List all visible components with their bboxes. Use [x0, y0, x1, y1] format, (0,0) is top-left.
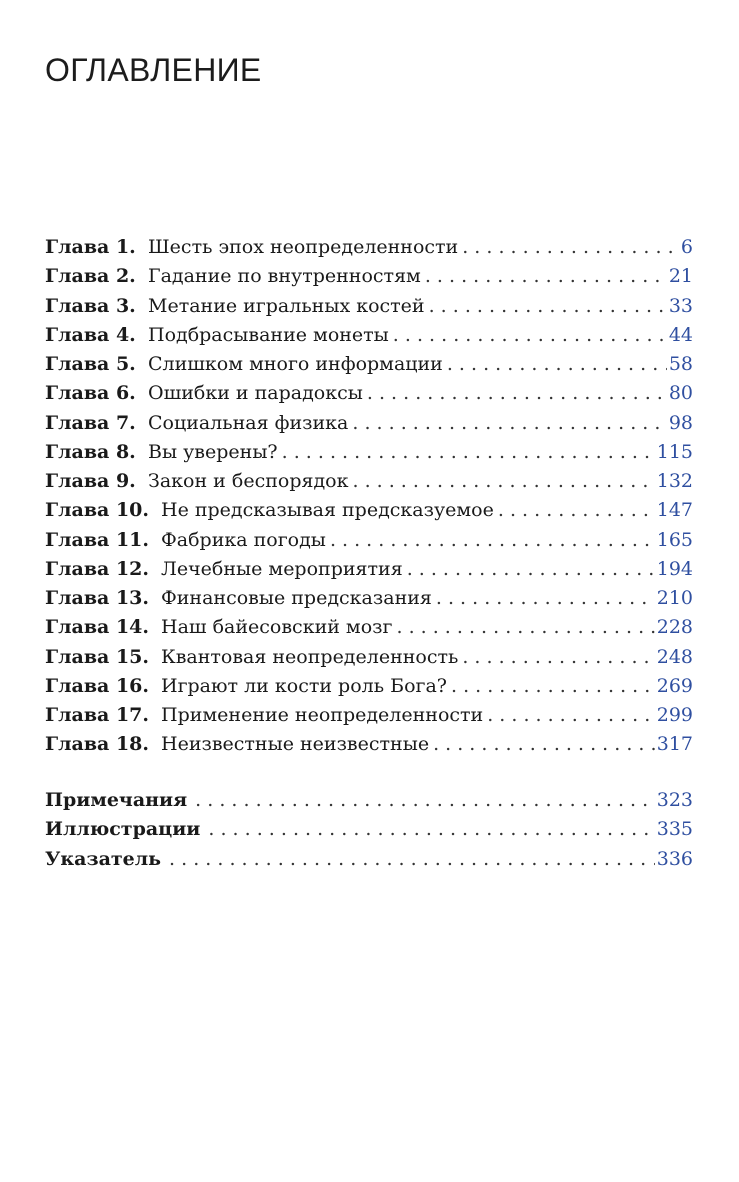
dot-leader: [393, 324, 667, 346]
chapter-title: Лечебные мероприятия: [161, 557, 403, 580]
dot-leader: [407, 558, 655, 580]
toc-entry[interactable]: [45, 704, 693, 733]
chapter-title: Подбрасывание монеты: [148, 323, 389, 346]
toc-entry[interactable]: [45, 646, 693, 675]
toc-entry[interactable]: [45, 353, 693, 382]
page-number: 33: [668, 294, 693, 317]
chapter-label: Глава 18.: [45, 733, 150, 756]
chapter-title: Метание игральных костей: [148, 294, 425, 317]
page-number: 6: [680, 236, 693, 258]
page-number: 115: [656, 440, 693, 463]
dot-leader: [396, 616, 654, 638]
dot-leader: [352, 412, 666, 434]
dot-leader: [169, 848, 655, 870]
back-matter-list: [45, 789, 693, 877]
chapter-title: Гадание по внутренностям: [148, 265, 421, 288]
chapter-label: Глава 17.: [45, 704, 150, 726]
page-number: 44: [668, 323, 693, 346]
chapter-label: Глава 13.: [45, 587, 150, 609]
toc-entry[interactable]: [45, 295, 693, 324]
toc-entry[interactable]: [45, 789, 693, 818]
chapter-label: Глава 3.: [45, 294, 136, 317]
chapter-title: Применение неопределенности: [161, 704, 484, 726]
toc-entry[interactable]: [45, 441, 693, 470]
dot-leader: [352, 470, 654, 492]
chapter-label: Глава 12.: [45, 557, 150, 580]
chapter-label: Глава 10.: [45, 499, 150, 522]
page-number: 269: [656, 674, 693, 697]
chapter-title: Вы уверены?: [148, 440, 278, 463]
chapter-list: [45, 236, 693, 763]
section-label: Указатель: [45, 847, 162, 870]
section-label: Примечания: [45, 789, 188, 811]
toc-entry[interactable]: [45, 529, 693, 558]
toc-entry[interactable]: [45, 470, 693, 499]
page-number: 248: [656, 645, 693, 668]
toc-entry[interactable]: [45, 265, 693, 294]
chapter-title: Фабрика погоды: [161, 528, 326, 551]
page-number: 58: [668, 353, 693, 375]
chapter-title: Квантовая неопределенность: [161, 645, 459, 668]
dot-leader: [462, 646, 654, 668]
dot-leader: [433, 733, 655, 755]
dot-leader: [330, 529, 655, 551]
chapter-label: Глава 4.: [45, 323, 136, 346]
page-number: 80: [668, 382, 693, 405]
dot-leader: [462, 236, 679, 258]
chapter-title: Шесть эпох неопределенности: [148, 236, 459, 258]
chapter-label: Глава 5.: [45, 353, 136, 375]
page-number: 98: [668, 411, 693, 434]
dot-leader: [195, 789, 655, 811]
dot-leader: [367, 382, 667, 404]
chapter-title: Финансовые предсказания: [161, 587, 432, 609]
chapter-title: Наш байесовский мозг: [161, 616, 393, 639]
toc-entry[interactable]: [45, 848, 693, 877]
toc-entry[interactable]: [45, 324, 693, 353]
chapter-label: Глава 11.: [45, 528, 150, 551]
toc-entry[interactable]: [45, 616, 693, 645]
chapter-label: Глава 7.: [45, 411, 136, 434]
page-number: 194: [656, 557, 693, 580]
page-number: 299: [656, 704, 693, 726]
toc-entry[interactable]: [45, 499, 693, 528]
chapter-title: Социальная физика: [148, 411, 349, 434]
toc-entry[interactable]: [45, 587, 693, 616]
chapter-title: Неизвестные неизвестные: [161, 733, 430, 756]
toc-entry[interactable]: [45, 675, 693, 704]
dot-leader: [425, 265, 667, 287]
chapter-label: Глава 15.: [45, 645, 150, 668]
dot-leader: [429, 295, 667, 317]
page-number: 165: [656, 528, 693, 551]
toc-entry[interactable]: [45, 733, 693, 762]
chapter-title: Закон и беспорядок: [148, 470, 349, 492]
page-number: 335: [656, 818, 693, 841]
chapter-label: Глава 6.: [45, 382, 136, 405]
toc-entry[interactable]: [45, 558, 693, 587]
chapter-label: Глава 14.: [45, 616, 150, 639]
toc-entry[interactable]: [45, 818, 693, 847]
page-number: 132: [656, 470, 693, 492]
chapter-title: Играют ли кости роль Бога?: [161, 674, 447, 697]
chapter-label: Глава 9.: [45, 470, 136, 492]
dot-leader: [451, 675, 655, 697]
dot-leader: [447, 353, 667, 375]
toc-entry[interactable]: [45, 382, 693, 411]
page-number: 228: [656, 616, 693, 639]
dot-leader: [498, 499, 655, 521]
page-number: 317: [656, 733, 693, 756]
page-number: 336: [656, 847, 693, 870]
chapter-label: Глава 8.: [45, 440, 136, 463]
dot-leader: [208, 818, 654, 840]
section-label: Иллюстрации: [45, 818, 201, 841]
chapter-title: Ошибки и парадоксы: [148, 382, 363, 405]
dot-leader: [282, 441, 655, 463]
page-title: ОГЛАВЛЕНИЕ: [45, 52, 262, 88]
toc-entry[interactable]: [45, 236, 693, 265]
page-number: 323: [656, 789, 693, 811]
chapter-title: Не предсказывая предсказуемое: [161, 499, 494, 522]
chapter-label: Глава 2.: [45, 265, 136, 288]
dot-leader: [487, 704, 655, 726]
page-number: 210: [656, 587, 693, 609]
chapter-label: Глава 16.: [45, 674, 150, 697]
chapter-title: Слишком много информации: [148, 353, 443, 375]
chapter-label: Глава 1.: [45, 236, 136, 258]
toc-entry[interactable]: [45, 412, 693, 441]
page-number: 147: [656, 499, 693, 522]
page-number: 21: [668, 265, 693, 288]
dot-leader: [436, 587, 655, 609]
